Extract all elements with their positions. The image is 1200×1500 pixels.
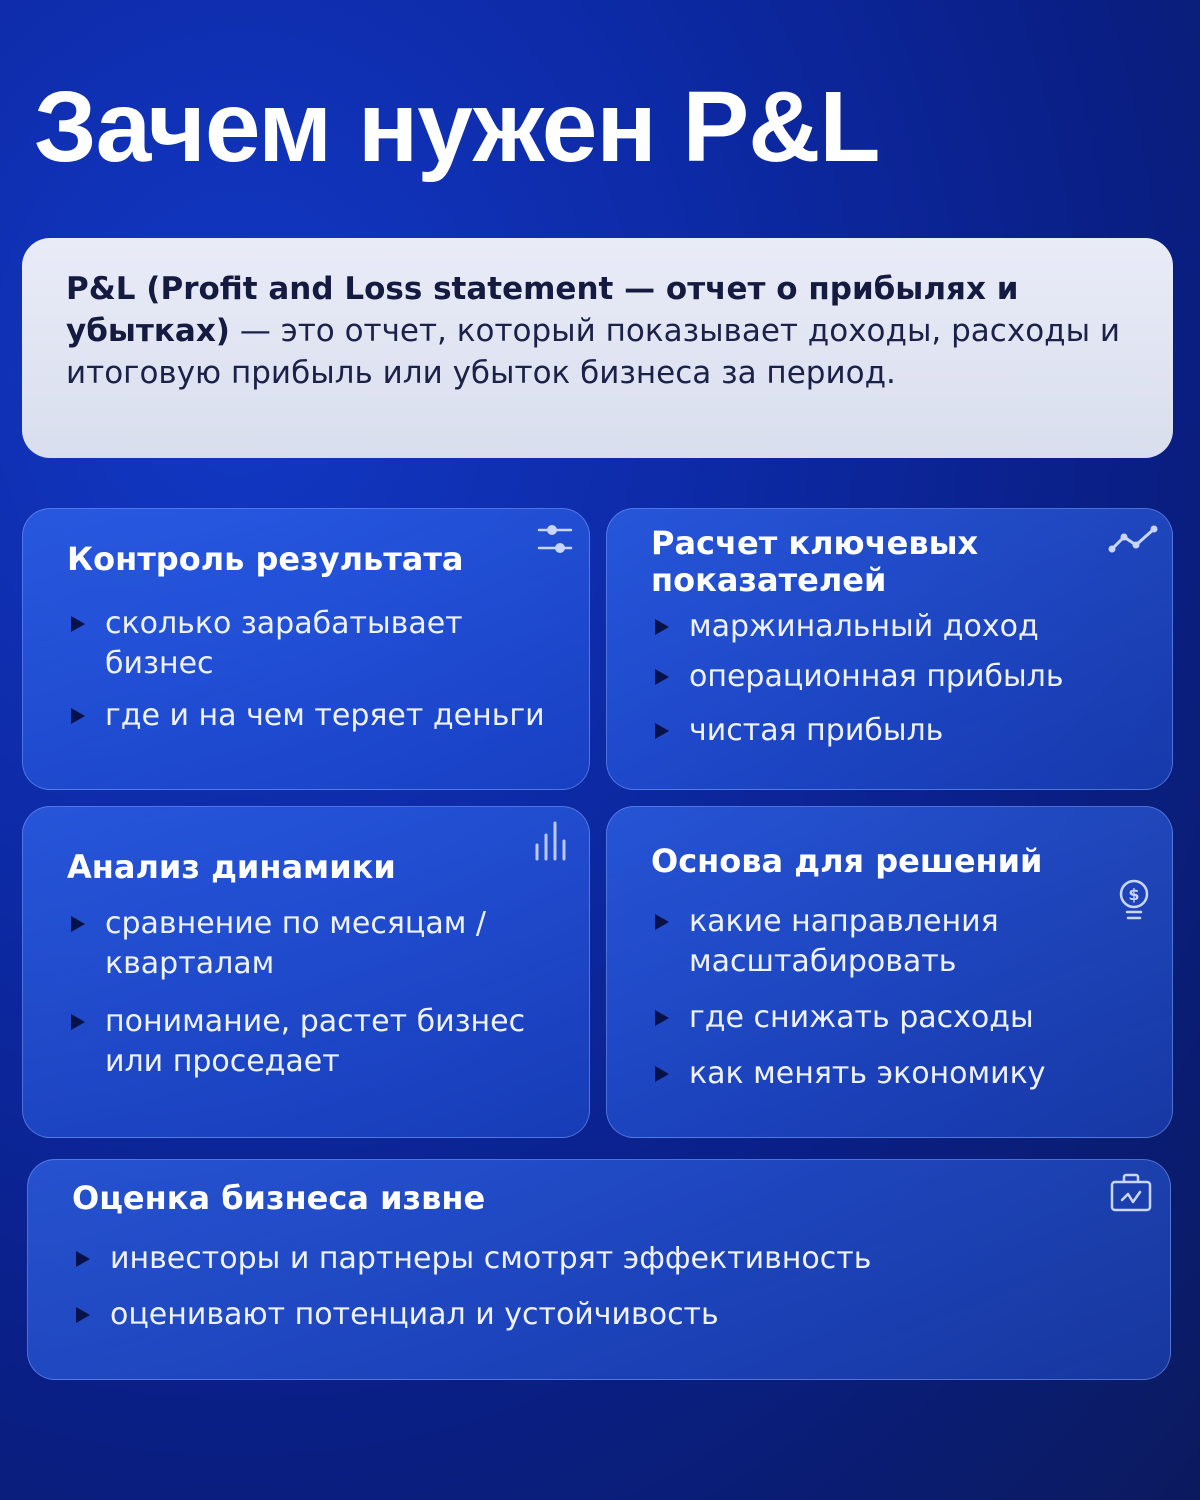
list-item: как менять экономику [651,1054,1132,1094]
list-item: понимание, растет бизнес или проседает [67,1002,549,1082]
definition-text: — это отчет, который показывает доходы, расходы и итоговую прибыль или убыток бизнеса за период. [66,313,1121,391]
definition-box [22,238,1173,458]
card-dynamics [22,806,590,1138]
page-title: Зачем нужен P&L [34,71,880,183]
list-item: оценивают потенциал и устойчивость [72,1295,1130,1335]
list-item: чистая прибыль [651,711,1132,751]
card-title: Оценка бизнеса извне [72,1179,486,1217]
list-item: какие направления масштабировать [651,902,1132,982]
list-item: маржинальный доход [651,607,1132,647]
list-item: где и на чем теряет деньги [67,696,549,736]
list-item: сравнение по месяцам / кварталам [67,904,549,984]
card-list [72,1239,1130,1335]
lightbulb-dollar-icon [1116,877,1152,925]
card-control [22,508,590,790]
card-metrics [606,508,1173,790]
briefcase-chart-icon [1108,1170,1154,1216]
trend-line-icon [1108,523,1160,557]
list-item: операционная прибыль [651,657,1132,697]
card-list [67,904,549,1082]
card-title: Контроль результата [67,540,464,578]
bar-chart-icon [533,819,573,863]
card-title: Расчет ключевых показателей [651,524,979,599]
card-external [27,1159,1171,1380]
sliders-icon [535,519,575,559]
list-item: инвесторы и партнеры смотрят эффективность [72,1239,1130,1279]
definition-term: P&L (Profit and Loss statement — отчет о прибылях и убытках) [66,271,1019,349]
svg-text:$: $ [1128,885,1140,904]
card-decisions [606,806,1173,1138]
list-item: где снижать расходы [651,998,1132,1038]
card-list [651,902,1132,1094]
card-list [67,604,549,736]
card-list [651,607,1132,751]
card-title: Анализ динамики [67,848,396,886]
card-title: Основа для решений [651,842,1043,880]
list-item: сколько зарабатывает бизнес [67,604,549,684]
